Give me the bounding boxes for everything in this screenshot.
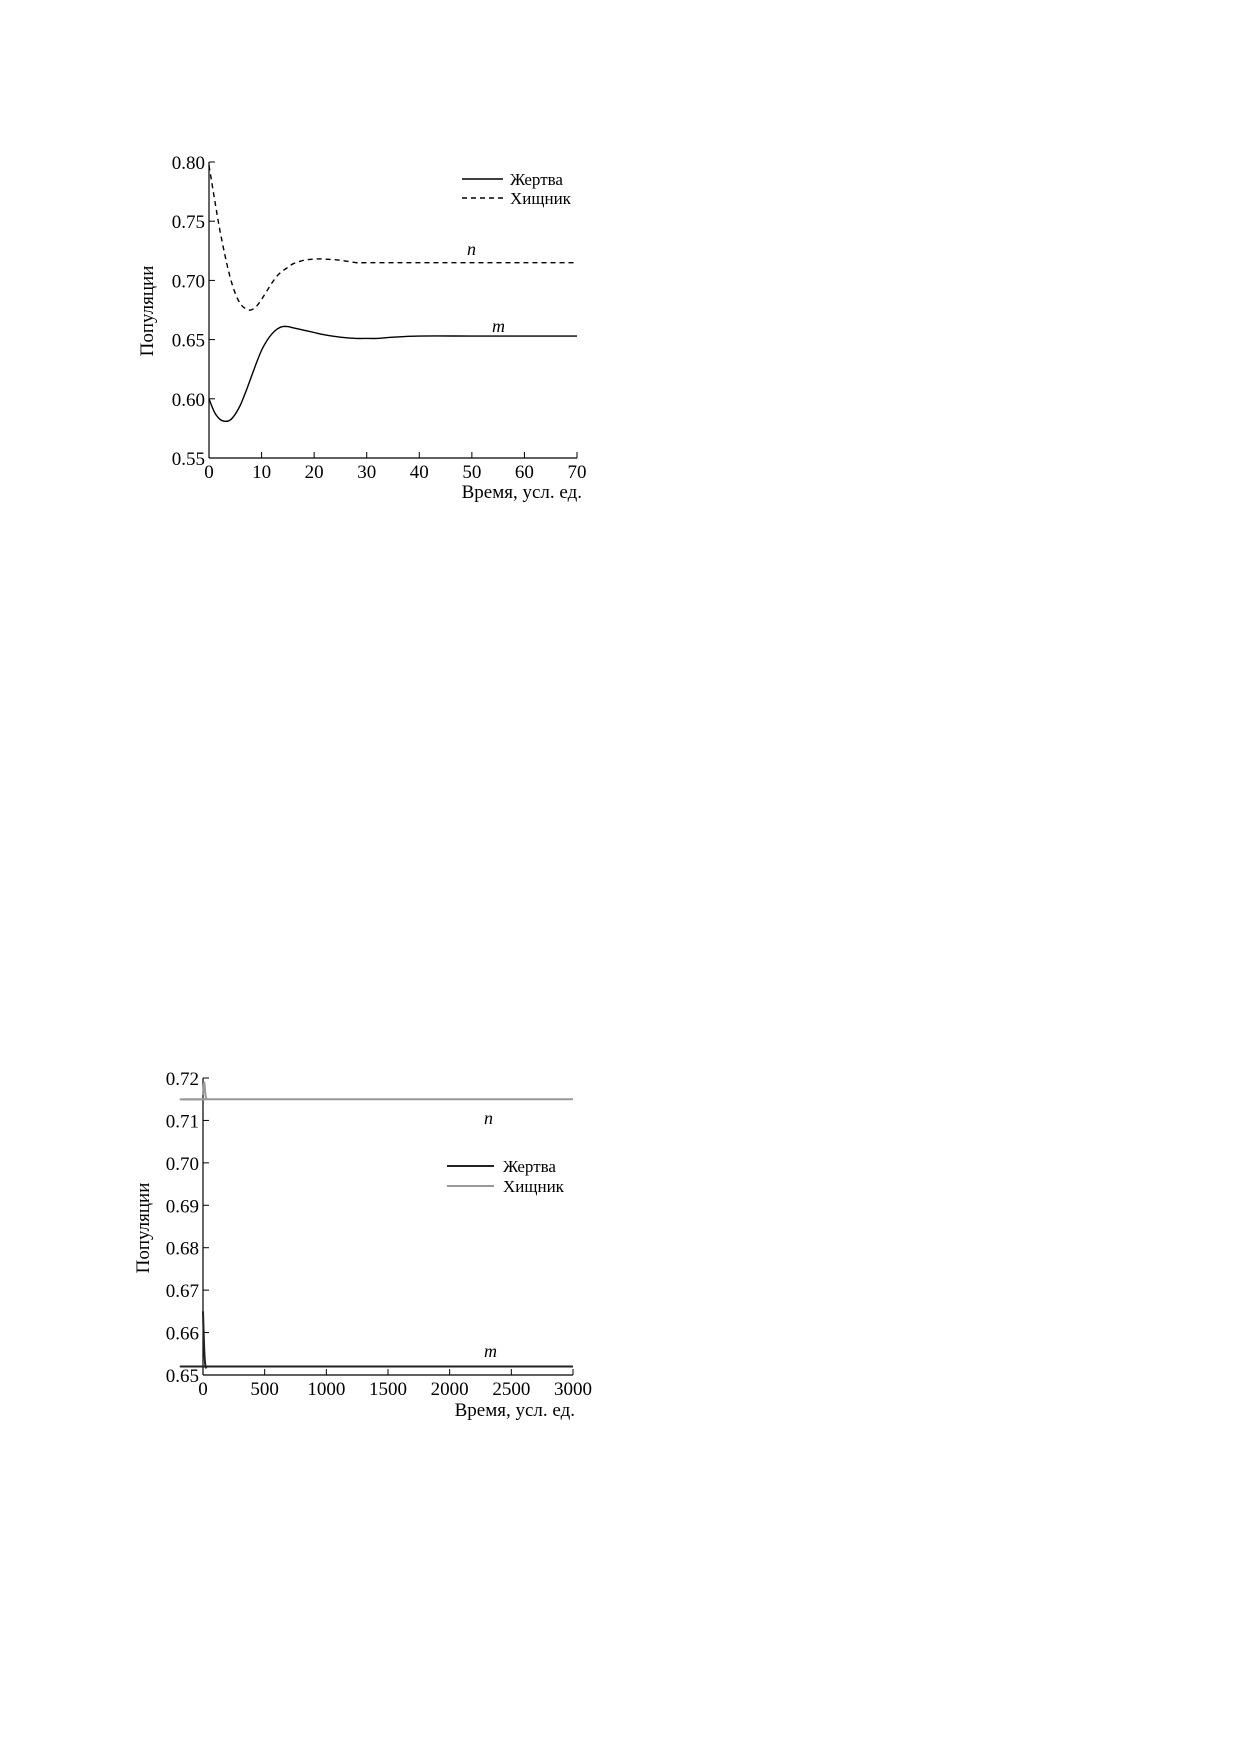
x-tick-label: 70 (567, 462, 587, 483)
series-line-prey (181, 1311, 573, 1367)
legend-label-predator: Хищник (503, 1177, 564, 1196)
x-tick-label: 2500 (492, 1379, 531, 1400)
y-axis-label: Популяции (133, 1182, 154, 1274)
y-tick-label: 0.65 (165, 1366, 199, 1387)
series-line-predator (181, 1082, 573, 1099)
chart-2 (133, 1069, 592, 1421)
y-tick-label: 0.80 (171, 153, 205, 174)
curve-label-m: m (492, 316, 505, 336)
x-tick-label: 10 (252, 462, 272, 483)
x-tick-label: 0 (198, 1379, 208, 1400)
legend-label-predator: Хищник (510, 189, 571, 208)
y-tick-label: 0.72 (165, 1069, 199, 1090)
y-axis-label: Популяции (137, 265, 158, 357)
curve-label-n: n (467, 239, 476, 259)
x-tick-label: 1500 (369, 1379, 407, 1400)
x-tick-label: 0 (204, 462, 214, 483)
x-tick-label: 30 (357, 462, 377, 483)
y-tick-label: 0.70 (171, 271, 205, 293)
legend-label-prey: Жертва (510, 170, 563, 189)
x-tick-label: 500 (250, 1379, 279, 1400)
y-tick-label: 0.69 (165, 1196, 199, 1218)
y-tick-label: 0.71 (165, 1111, 199, 1133)
series-group (181, 1082, 573, 1368)
y-tick-label: 0.60 (171, 389, 205, 411)
y-tick-label: 0.75 (171, 212, 205, 234)
x-tick-label: 2000 (430, 1379, 469, 1400)
x-tick-label: 40 (409, 462, 429, 483)
curve-label-m: m (484, 1341, 497, 1361)
legend (462, 170, 572, 208)
y-tick-label: 0.55 (171, 449, 205, 470)
chart-1 (137, 153, 587, 503)
x-tick-label: 60 (514, 462, 534, 483)
y-tick-label: 0.67 (165, 1281, 199, 1303)
x-axis-label: Время, усл. ед. (454, 1400, 575, 1421)
x-axis-label: Время, усл. ед. (461, 482, 582, 503)
x-tick-label: 3000 (554, 1379, 592, 1400)
series-line-prey (209, 326, 577, 421)
x-tick-label: 20 (304, 462, 324, 483)
curve-label-n: n (484, 1108, 493, 1128)
x-tick-label: 1000 (307, 1379, 346, 1400)
legend-label-prey: Жертва (503, 1157, 556, 1176)
legend (447, 1157, 565, 1196)
x-ticks (204, 452, 586, 483)
y-tick-label: 0.65 (171, 330, 205, 352)
y-tick-label: 0.70 (165, 1153, 199, 1175)
y-tick-label: 0.66 (165, 1323, 199, 1345)
x-ticks (198, 1369, 592, 1400)
y-tick-label: 0.68 (165, 1238, 199, 1260)
x-tick-label: 50 (462, 462, 482, 483)
